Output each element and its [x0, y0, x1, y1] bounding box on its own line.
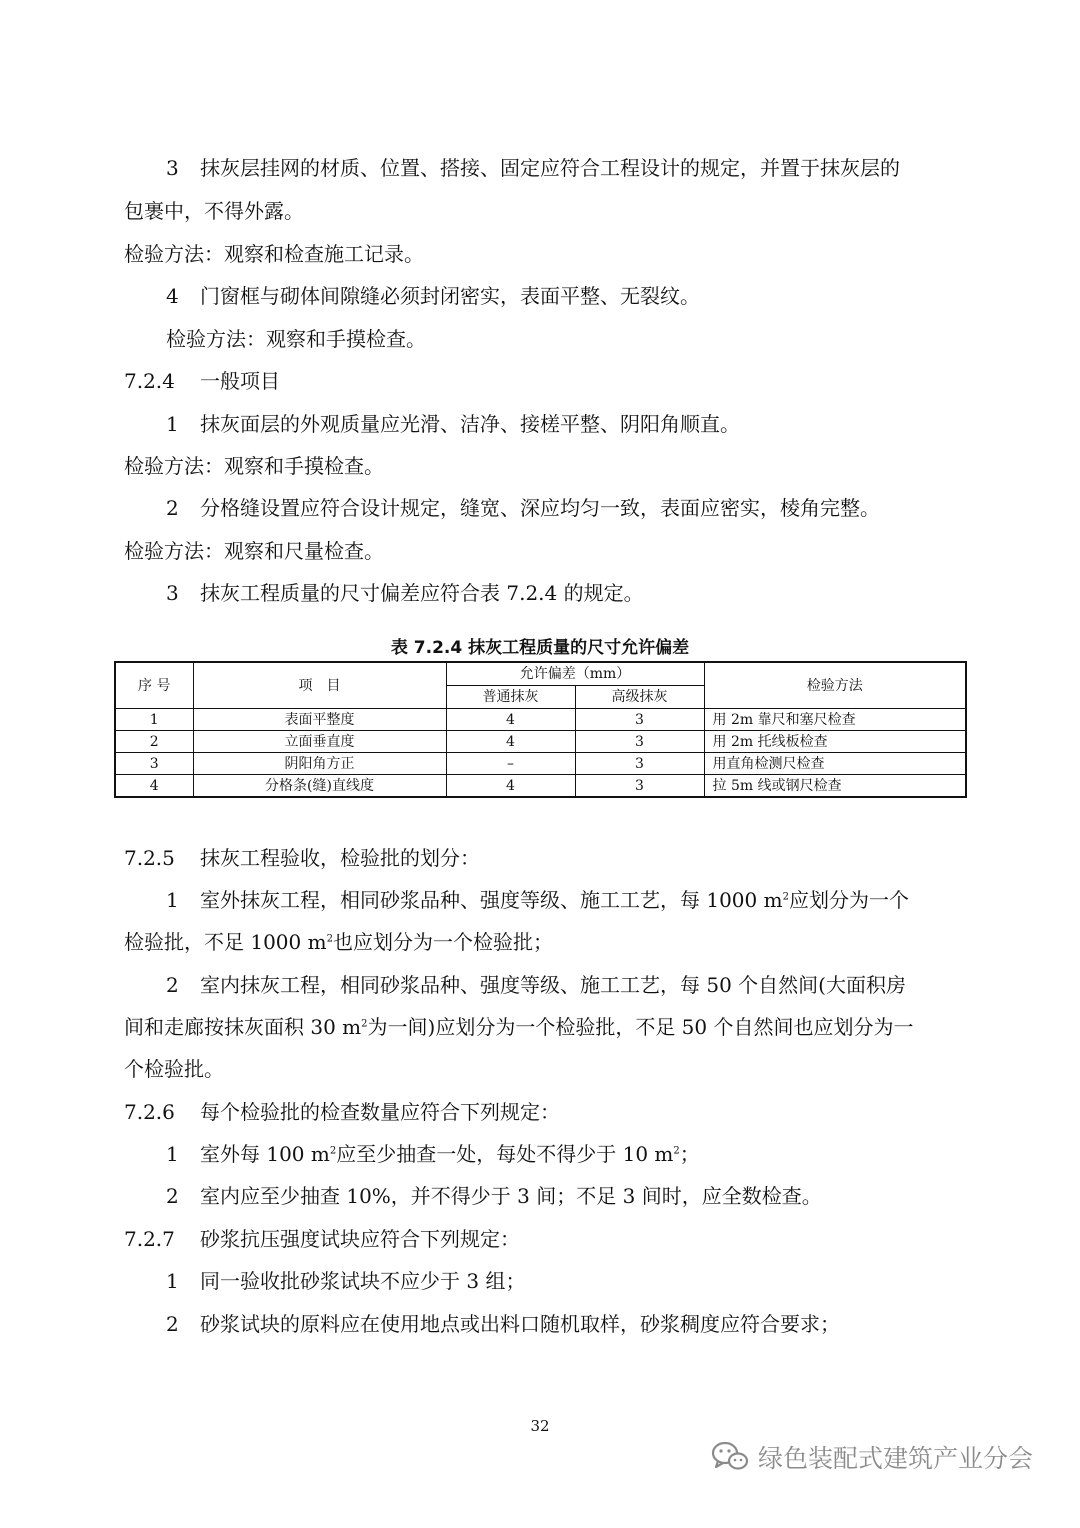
cell-normal: 4 — [446, 709, 575, 731]
paragraph-text: 应划分为一个 — [788, 888, 909, 912]
cell-method: 用 2m 托线板检查 — [704, 731, 966, 753]
paragraph-continuation — [124, 928, 964, 956]
section-number: 7.2.4 — [124, 369, 175, 393]
table-row — [115, 731, 966, 753]
section-heading-7-2-7 — [124, 1225, 964, 1253]
header-seq: 序 号 — [115, 662, 193, 709]
superscript: 2 — [673, 1145, 680, 1157]
item-number: 1 — [166, 412, 179, 436]
item-number: 1 — [166, 888, 179, 912]
cell-advanced: 3 — [575, 731, 704, 753]
cell-item: 表面平整度 — [193, 709, 446, 731]
paragraph-surface-quality — [166, 410, 1006, 438]
paragraph-sampling — [166, 1310, 1006, 1338]
paragraph-text: 为一间)应划分为一个检验批，不足 50 个自然间也应划分为一 — [367, 1015, 914, 1039]
cell-seq: 4 — [115, 775, 193, 798]
item-number: 3 — [166, 156, 179, 180]
paragraph-mesh — [166, 154, 1006, 182]
cell-method: 用 2m 靠尺和塞尺检查 — [704, 709, 966, 731]
paragraph-frame-gap — [166, 282, 1006, 310]
cell-advanced: 3 — [575, 753, 704, 775]
cell-item: 阴阳角方正 — [193, 753, 446, 775]
section-title: 每个检验批的检查数量应符合下列规定： — [200, 1100, 560, 1124]
item-number: 4 — [166, 284, 179, 308]
superscript: 2 — [361, 1018, 368, 1030]
cell-normal: – — [446, 753, 575, 775]
paragraph-test-blocks — [166, 1267, 1006, 1295]
item-number: 2 — [166, 496, 179, 520]
section-heading-7-2-4 — [124, 367, 964, 395]
paragraph-text: 抹灰工程质量的尺寸偏差应符合表 7.2.4 的规定。 — [200, 581, 644, 605]
item-number: 1 — [166, 1142, 179, 1166]
paragraph-text: 同一验收批砂浆试块不应少于 3 组； — [200, 1269, 526, 1293]
cell-seq: 1 — [115, 709, 193, 731]
inspection-method: 检验方法：观察和手摸检查。 — [124, 454, 384, 478]
item-number: 2 — [166, 1184, 179, 1208]
cell-advanced: 3 — [575, 775, 704, 798]
cell-normal: 4 — [446, 775, 575, 798]
header-tolerance: 允许偏差（mm） — [446, 662, 704, 686]
paragraph-text: 分格缝设置应符合设计规定，缝宽、深应均匀一致，表面应密实，棱角完整。 — [200, 496, 880, 520]
header-advanced: 高级抹灰 — [575, 686, 704, 709]
superscript: 2 — [782, 891, 789, 903]
cell-advanced: 3 — [575, 709, 704, 731]
section-title: 抹灰工程验收，检验批的划分： — [200, 846, 480, 870]
paragraph-text: 室外抹灰工程，相同砂浆品种、强度等级、施工工艺，每 1000 m — [200, 888, 783, 912]
paragraph-text: 室内抹灰工程，相同砂浆品种、强度等级、施工工艺，每 50 个自然间(大面积房 — [200, 973, 906, 997]
paragraph-text: 间和走廊按抹灰面积 30 m — [124, 1015, 362, 1039]
paragraph-text: ； — [679, 1142, 700, 1166]
watermark — [710, 1437, 1033, 1477]
section-heading-7-2-6 — [124, 1098, 964, 1126]
header-normal: 普通抹灰 — [446, 686, 575, 709]
paragraph-continuation — [124, 1013, 964, 1041]
item-number: 3 — [166, 581, 179, 605]
tolerance-table — [114, 661, 967, 798]
paragraph-outdoor-batch — [166, 886, 1006, 914]
table-header-row — [115, 662, 966, 686]
paragraph-text: 应至少抽查一处，每处不得少于 10 m — [336, 1142, 674, 1166]
paragraph-text: 抹灰层挂网的材质、位置、搭接、固定应符合工程设计的规定，并置于抹灰层的 — [200, 156, 900, 180]
cell-method: 拉 5m 线或钢尺检查 — [704, 775, 966, 798]
paragraph-deviation — [166, 579, 1006, 607]
table-row — [115, 753, 966, 775]
paragraph-text: 室外每 100 m — [200, 1142, 330, 1166]
cell-method: 用直角检测尺检查 — [704, 753, 966, 775]
paragraph-indoor-sampling — [166, 1182, 1006, 1210]
section-title: 砂浆抗压强度试块应符合下列规定： — [200, 1227, 520, 1251]
item-number: 1 — [166, 1269, 179, 1293]
paragraph-text: 门窗框与砌体间隙缝必须封闭密实，表面平整、无裂纹。 — [200, 284, 700, 308]
inspection-method: 检验方法：观察和尺量检查。 — [124, 539, 384, 563]
item-number: 2 — [166, 973, 179, 997]
paragraph-text: 砂浆试块的原料应在使用地点或出料口随机取样，砂浆稠度应符合要求； — [200, 1312, 840, 1336]
cell-normal: 4 — [446, 731, 575, 753]
paragraph-continuation: 个检验批。 — [124, 1057, 224, 1081]
cell-item: 立面垂直度 — [193, 731, 446, 753]
cell-seq: 3 — [115, 753, 193, 775]
table-caption: 表 7.2.4 抹灰工程质量的尺寸允许偏差 — [390, 638, 690, 658]
table-row — [115, 775, 966, 798]
superscript: 2 — [326, 933, 333, 945]
inspection-method: 检验方法：观察和手摸检查。 — [166, 327, 426, 351]
inspection-method: 检验方法：观察和检查施工记录。 — [124, 242, 424, 266]
paragraph-text: 包裹中，不得外露。 — [124, 199, 304, 223]
section-heading-7-2-5 — [124, 844, 964, 872]
watermark-text: 绿色装配式建筑产业分会 — [758, 1444, 1034, 1473]
section-number: 7.2.6 — [124, 1100, 175, 1124]
cell-seq: 2 — [115, 731, 193, 753]
paragraph-text: 抹灰面层的外观质量应光滑、洁净、接槎平整、阴阳角顺直。 — [200, 412, 740, 436]
paragraph-joints — [166, 494, 1006, 522]
section-number: 7.2.7 — [124, 1227, 175, 1251]
superscript: 2 — [329, 1145, 337, 1157]
section-number: 7.2.5 — [124, 846, 175, 870]
item-number: 2 — [166, 1312, 179, 1336]
paragraph-indoor-batch — [166, 971, 1006, 999]
paragraph-text: 检验批，不足 1000 m — [124, 930, 327, 954]
paragraph-text: 室内应至少抽查 10%，并不得少于 3 间；不足 3 间时，应全数检查。 — [200, 1184, 822, 1208]
paragraph-outdoor-sampling — [166, 1140, 1006, 1168]
cell-item: 分格条(缝)直线度 — [193, 775, 446, 798]
page-number: 32 — [530, 1417, 550, 1435]
paragraph-text: 也应划分为一个检验批； — [332, 930, 553, 954]
header-method: 检验方法 — [704, 662, 966, 709]
header-item: 项 目 — [193, 662, 446, 709]
section-title: 一般项目 — [200, 369, 280, 393]
wechat-icon — [710, 1440, 750, 1474]
table-row — [115, 709, 966, 731]
